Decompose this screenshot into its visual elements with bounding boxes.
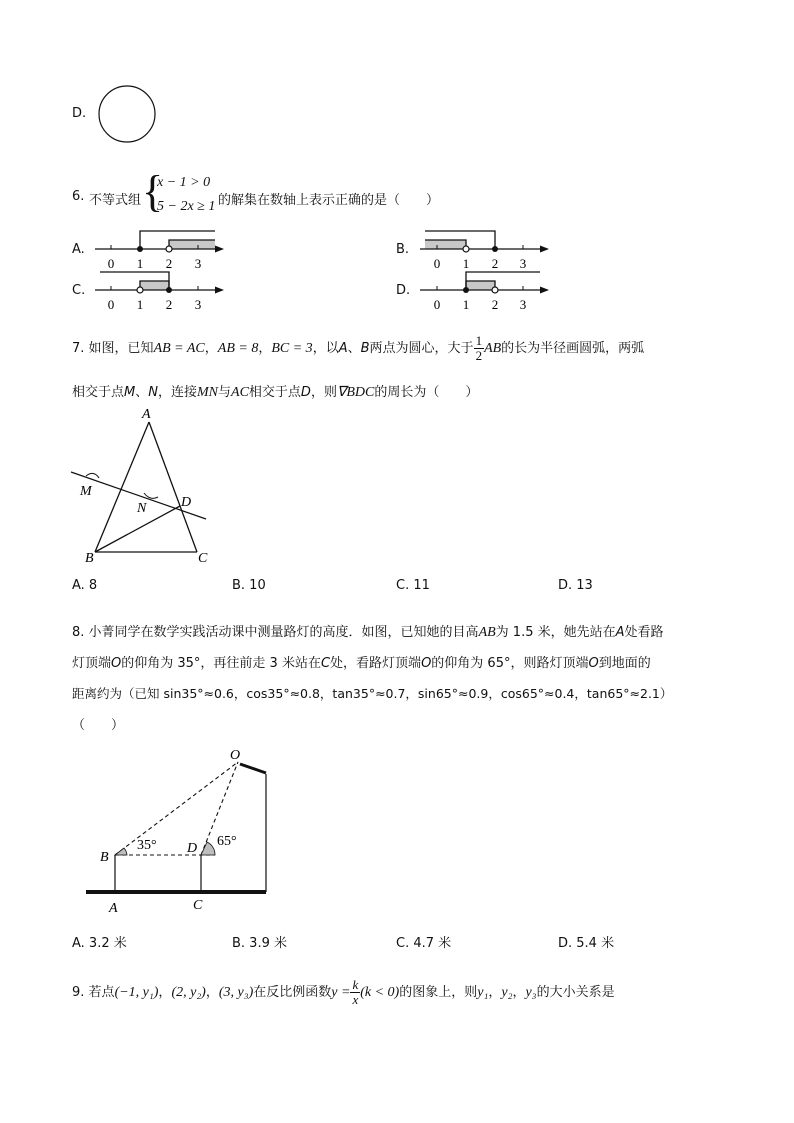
q6-option-b-numberline (415, 226, 555, 272)
q5-option-d-circle (96, 84, 160, 144)
label-d: D (181, 495, 192, 510)
q9-line-1: 9. 若点(−1, y₁)，(2, y₂)，(3, y₃)在反比例函数y = $\frac{k}{x}$ (k < 0)的图象上，则y₁，y₂，y₃的大小关系是 (72, 977, 615, 1007)
q6-option-d-numberline (415, 267, 555, 313)
q5-option-d-label: D. (72, 106, 87, 121)
q8-choice-b[interactable]: B. 3.9 米 (232, 936, 287, 951)
q9-fraction: $\frac{k}{x}$ (352, 977, 359, 1007)
q7-number: 7. (72, 341, 85, 356)
q6-suffix: 的解集在数轴上表示正确的是（ ） (218, 193, 440, 208)
angle-mark-35 (115, 848, 127, 855)
q8-line-3: 距离约为（已知 sin35°≈0.6，cos35°≈0.8，tan35°≈0.7，sin65°≈0.9，cos65°≈0.4，tan65°≈2.1） (72, 686, 673, 701)
tick-label: 2 (491, 256, 499, 271)
lamp-arm (240, 764, 266, 773)
q7-fraction: $\frac{1}{2}$ (475, 333, 483, 363)
tick-label: 1 (136, 256, 144, 271)
tick-label: 3 (519, 256, 527, 271)
label-angle-35: 35° (137, 838, 157, 853)
q6-inequality-2: 5 − 2x ≥ 1 (157, 199, 216, 214)
tick-label: 0 (433, 256, 441, 271)
label-o: O (230, 748, 241, 763)
q8-choice-c[interactable]: C. 4.7 米 (396, 936, 452, 951)
q6-option-d-label: D. (396, 283, 411, 298)
q6-option-a-numberline (90, 226, 230, 272)
q7-choice-a[interactable]: A. 8 (72, 578, 98, 593)
q6-option-a-label: A. (72, 242, 85, 257)
q6-option-c-numberline (90, 267, 230, 313)
label-b: B (100, 850, 109, 865)
q7-triangle-figure (66, 402, 226, 572)
q6-number: 6. (72, 189, 85, 204)
q8-line-4: （ ） (72, 718, 125, 733)
tick-label: 0 (107, 297, 115, 312)
tick-label: 1 (462, 256, 470, 271)
tick-label: 0 (107, 256, 115, 271)
label-m: M (80, 484, 92, 499)
q8-choice-a[interactable]: A. 3.2 米 (72, 936, 127, 951)
label-c: C (198, 551, 208, 566)
q6-inequality-1: x − 1 > 0 (157, 175, 211, 190)
tick-label: 1 (136, 297, 144, 312)
angle-mark-65 (201, 842, 215, 855)
segment-ac (149, 422, 197, 552)
q7-line-2: 相交于点M、N，连接MN与AC相交于点D，则∇BDC的周长为（ ） (72, 385, 479, 400)
q6-option-c-label: C. (72, 283, 86, 298)
tick-label: 3 (519, 297, 527, 312)
tick-label: 2 (165, 256, 173, 271)
q6-prefix: 不等式组 (89, 193, 142, 208)
q8-line-2: 灯顶端O的仰角为 35°，再往前走 3 米站在C处，看路灯顶端O的仰角为 65°，则路灯顶端O到地面的 (72, 656, 651, 671)
label-a: A (109, 901, 118, 916)
tick-label: 0 (433, 297, 441, 312)
q7-choice-b[interactable]: B. 10 (232, 578, 266, 593)
q6-brace: { (142, 167, 164, 216)
segment-ab (95, 422, 149, 552)
tick-label: 2 (165, 297, 173, 312)
tick-label: 1 (462, 297, 470, 312)
label-n: N (137, 501, 147, 516)
q7-choice-c[interactable]: C. 11 (396, 578, 430, 593)
label-c: C (193, 898, 203, 913)
label-d: D (187, 841, 198, 856)
label-angle-65: 65° (217, 834, 237, 849)
q8-choice-d[interactable]: D. 5.4 米 (558, 936, 615, 951)
q7-line-1: 7. 如图，已知AB = AC，AB = 8，BC = 3，以A、B两点为圆心，大于 $\frac{1}{2}$ AB的长为半径画圆弧，两弧 (72, 333, 645, 363)
q8-number: 8. (72, 625, 85, 640)
label-b: B (85, 551, 94, 566)
tick-label: 2 (491, 297, 499, 312)
q6-option-b-label: B. (396, 242, 410, 257)
tick-label: 3 (194, 297, 202, 312)
q8-line-1: 8. 小菁同学在数学实践活动课中测量路灯的高度．如图，已知她的目高AB为 1.5 米，她先站在A处看路 (72, 625, 664, 640)
tick-label: 3 (194, 256, 202, 271)
label-a: A (142, 407, 151, 422)
q8-streetlight-figure (80, 740, 280, 920)
q7-choice-d[interactable]: D. 13 (558, 578, 593, 593)
q9-number: 9. (72, 985, 85, 1000)
